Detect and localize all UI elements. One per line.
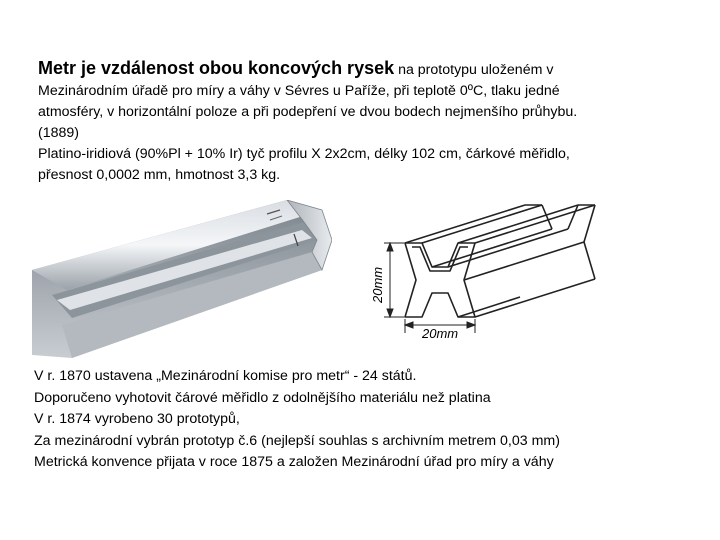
definition-line-6: přesnost 0,0002 mm, hmotnost 3,3 kg. [38, 167, 281, 183]
definition-line-2: Mezinárodním úřadě pro míry a váhy v Sévres u Paříže, při teplotě 0ºC, tlaku jedné [38, 83, 560, 99]
definition-line-4: (1889) [38, 125, 80, 141]
dim-horizontal-label: 20mm [422, 326, 459, 341]
definition-line-5: Platino-iridiová (90%Pl + 10% Ir) tyč profilu X 2x2cm, délky 102 cm, čárkové měřidlo, [38, 146, 570, 162]
definition-line-1 [38, 58, 688, 81]
history-line-1: V r. 1870 ustavena „Mezinárodní komise pro metr“ - 24 států. [34, 368, 417, 384]
dim-vertical-label: 20mm [370, 266, 385, 303]
history-text [34, 366, 694, 474]
definition-heading: Metr je vzdálenost obou koncových rysek [38, 58, 395, 78]
prototype-bar-photo [32, 200, 332, 360]
history-line-4: Za mezinárodní vybrán prototyp č.6 (nejlepší souhlas s archivním metrem 0,03 mm) [34, 432, 560, 449]
history-line-3: V r. 1874 vyrobeno 30 prototypů, [34, 411, 240, 427]
definition-heading-tail: na prototypu uloženém v [398, 62, 554, 78]
definition-line-3: atmosféry, v horizontální poloze a při podepření ve dvou bodech nejmenšího průhybu. [38, 104, 578, 120]
x-profile-drawing [360, 195, 680, 355]
history-line-5: Metrická konvence přijata v roce 1875 a založen Mezinárodní úřad pro míry a váhy [34, 454, 554, 470]
definition-text [38, 58, 688, 186]
history-line-2: Doporučeno vyhotovit čárové měřidlo z odolnějšího materiálu než platina [34, 389, 491, 406]
